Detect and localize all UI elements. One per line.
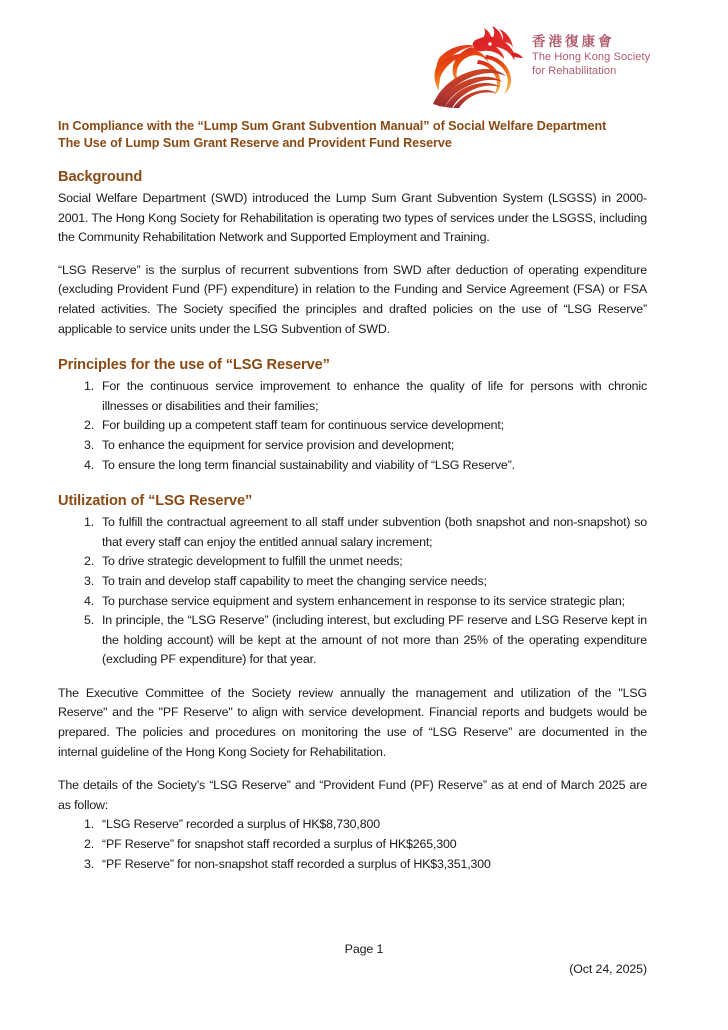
logo-english-name-line1: The Hong Kong Society — [532, 50, 651, 63]
list-item-text: To fulfill the contractual agreement to all staff under subvention (both snapshot and non-snapshot) so that every staff can enjoy the entitled annual salary increment; — [102, 515, 647, 549]
list-item-text: To enhance the equipment for service provision and development; — [102, 437, 455, 452]
list-item-number: 1. — [83, 379, 94, 394]
list-item — [58, 815, 647, 835]
list-item-text: To drive strategic development to fulfill the unmet needs; — [102, 554, 403, 569]
background-paragraph-1: Social Welfare Department (SWD) introduced the Lump Sum Grant Subvention System (LSGSS) in 2000-2001. The Hong Kong Society for Rehabilitation is operating two types of services under the LSGSS, including the Community Rehabilitation Network and Supported Employment and Training. — [58, 191, 647, 245]
list-item — [58, 513, 647, 552]
section-heading-utilization: Utilization of “LSG Reserve” — [58, 493, 253, 510]
list-item — [58, 377, 647, 416]
section-heading-principles: Principles for the use of “LSG Reserve” — [58, 357, 330, 374]
list-item-text: In principle, the “LSG Reserve” (including interest, but excluding PF reserve and LSG Reserve kept in the holding account) will be kept at the amount of not more than 25% of the operating expenditure (excluding PF expenditure) for that year. — [102, 613, 647, 667]
organization-logo — [428, 22, 678, 108]
section-heading-background: Background — [58, 169, 143, 185]
list-item-text: “PF Reserve” for non-snapshot staff recorded a surplus of HK$3,351,300 — [102, 856, 491, 871]
list-item-text: For building up a competent staff team for continuous service development; — [102, 418, 504, 433]
details-list — [58, 815, 647, 874]
list-item — [58, 572, 647, 592]
document-body — [58, 118, 647, 874]
list-item-text: To purchase service equipment and system enhancement in response to its service strategic plan; — [102, 593, 625, 608]
list-item-number: 3. — [83, 437, 94, 452]
document-title — [58, 118, 647, 151]
governance-paragraph: The Executive Committee of the Society review annually the management and utilization of the "LSG Reserve" and the "PF Reserve" to align with service development. Financial reports and budgets would be prepared. The policies and procedures on monitoring the use of “LSG Reserve” are documented in the internal guideline of the Hong Kong Society for Rehabilitation. — [58, 685, 647, 759]
logo-chinese-name: 香港復康會 — [532, 34, 615, 49]
list-item — [58, 592, 647, 612]
document-title-line2: The Use of Lump Sum Grant Reserve and Provident Fund Reserve — [58, 135, 452, 150]
list-item-text: To train and develop staff capability to meet the changing service needs; — [102, 573, 487, 588]
footer-date: (Oct 24, 2025) — [569, 962, 647, 976]
principles-list — [58, 377, 647, 475]
list-item-text: “LSG Reserve” recorded a surplus of HK$8,730,800 — [102, 817, 380, 832]
list-item-number: 4. — [83, 457, 94, 472]
list-item-number: 2. — [83, 837, 94, 852]
list-item — [58, 855, 647, 875]
list-item — [58, 552, 647, 572]
list-item-number: 1. — [83, 515, 94, 530]
details-intro-paragraph: The details of the Society’s “LSG Reserve” and “Provident Fund (PF) Reserve” as at end of March 2025 are as follow: — [58, 778, 647, 812]
list-item-text: To ensure the long term financial sustainability and viability of “LSG Reserve”. — [102, 457, 515, 472]
logo-wordmark — [532, 22, 650, 78]
footer-page-number: Page 1 — [344, 942, 384, 956]
list-item-text: For the continuous service improvement to enhance the quality of life for persons with chronic illnesses or disabilities and their families; — [102, 379, 647, 413]
list-item-number: 3. — [83, 573, 94, 588]
list-item-text: “PF Reserve” for snapshot staff recorded a surplus of HK$265,300 — [102, 837, 457, 852]
background-paragraph-2: “LSG Reserve” is the surplus of recurrent subventions from SWD after deduction of operating expenditure (excluding Provident Fund (PF) expenditure) in relation to the Funding and Service Agreement (FSA) or FSA related activities. The Society specified the principles and drafted policies on the use of “LSG Reserve” applicable to service units under the LSG Subvention of SWD. — [58, 262, 647, 336]
utilization-list — [58, 513, 647, 670]
list-item-number: 4. — [83, 593, 94, 608]
list-item-number: 2. — [83, 418, 94, 433]
list-item — [58, 835, 647, 855]
list-item-number: 1. — [83, 817, 94, 832]
phoenix-logo-icon — [428, 22, 524, 108]
list-item — [58, 611, 647, 670]
list-item — [58, 456, 647, 476]
logo-english-name-line2: for Rehabilitation — [532, 64, 617, 77]
list-item — [58, 416, 647, 436]
list-item — [58, 436, 647, 456]
document-title-line1: In Compliance with the “Lump Sum Grant Subvention Manual” of Social Welfare Department — [58, 119, 607, 133]
list-item-number: 2. — [83, 554, 94, 569]
list-item-number: 3. — [83, 856, 94, 871]
list-item-number: 5. — [83, 613, 94, 628]
